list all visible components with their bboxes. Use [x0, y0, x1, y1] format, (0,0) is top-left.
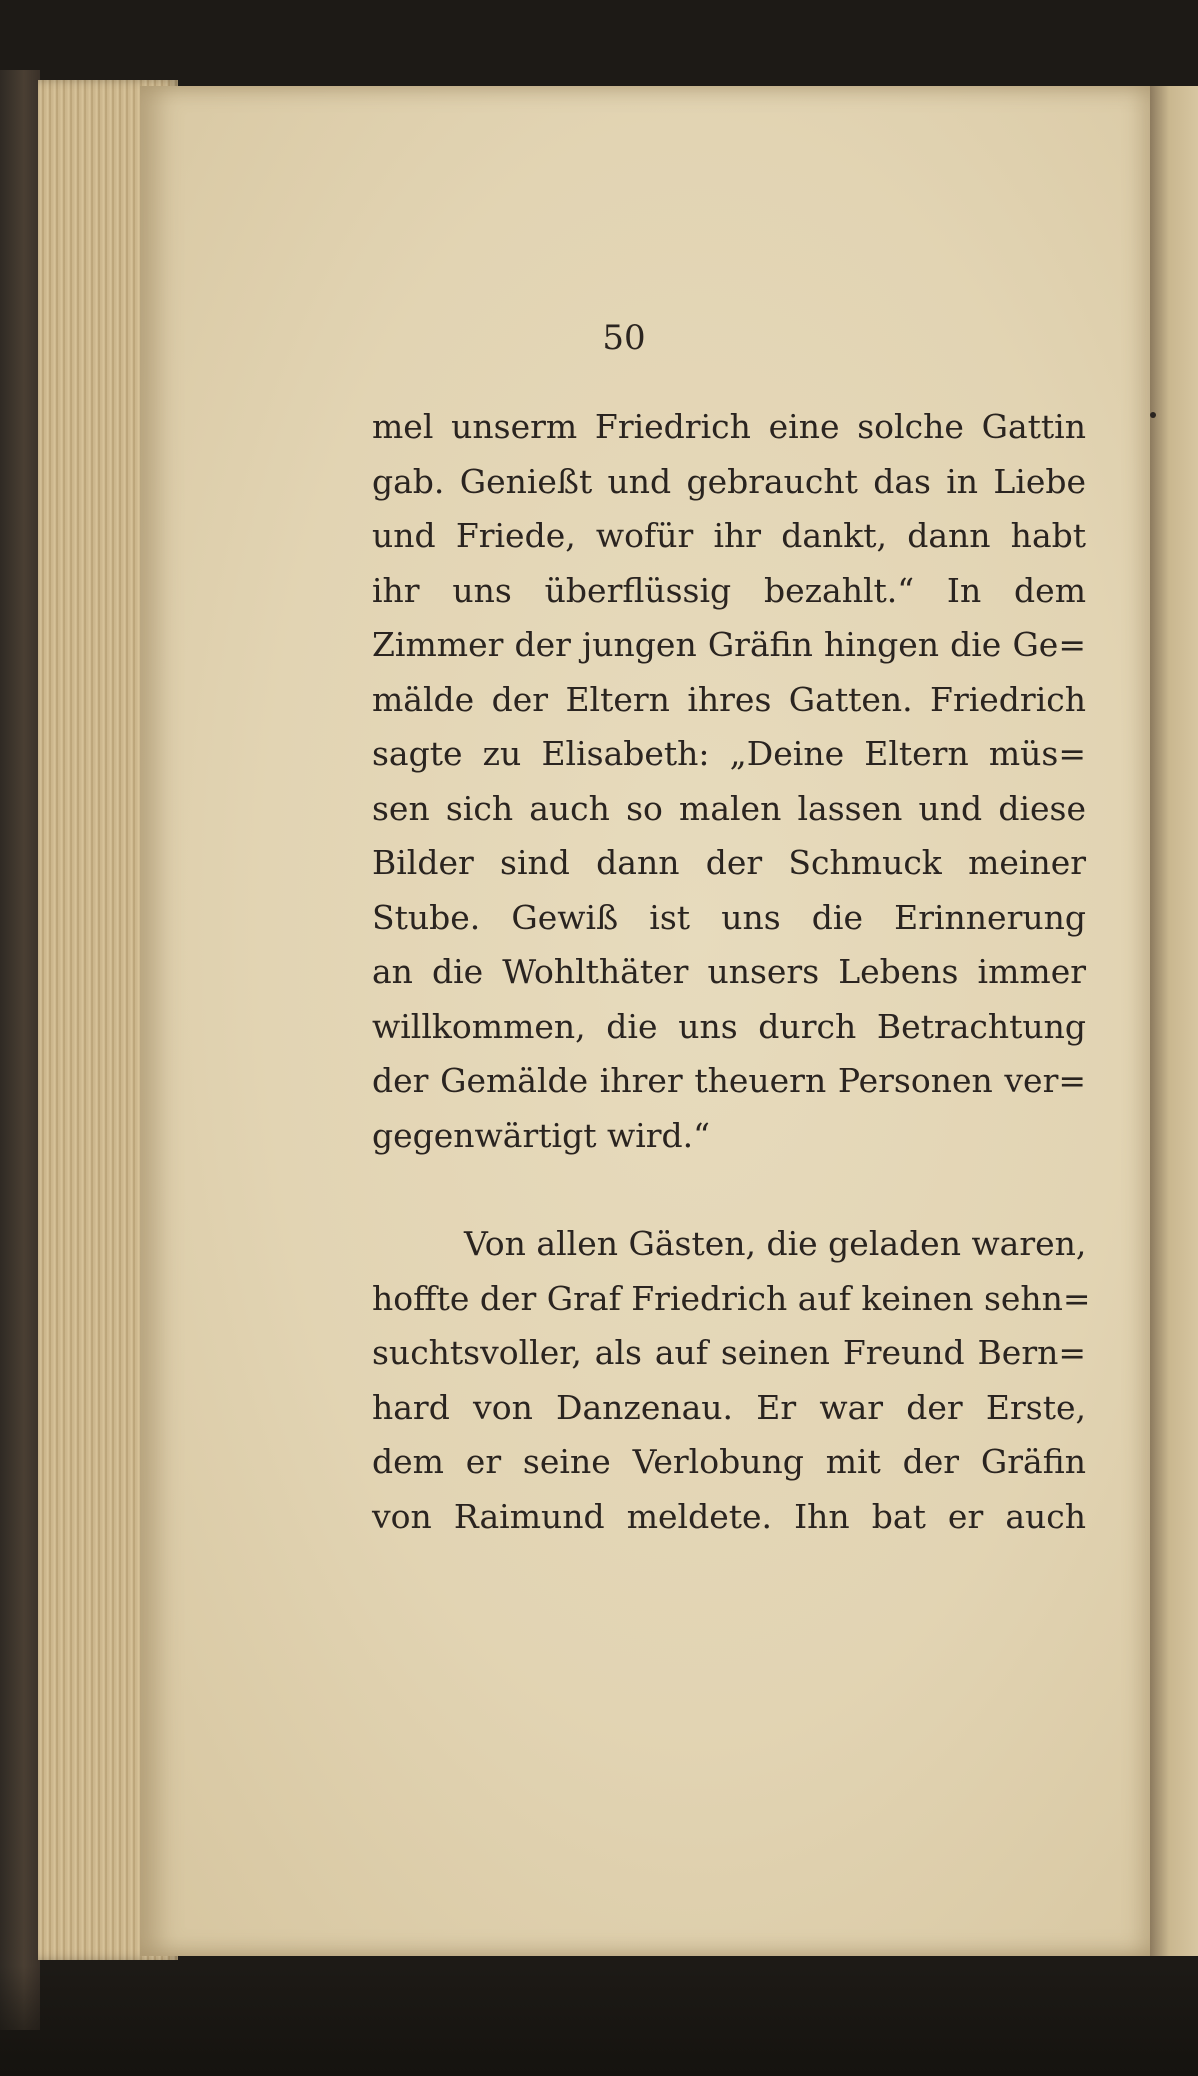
text-line: hoffte der Graf Friedrich auf keinen sehn=: [372, 1278, 1091, 1318]
text-line: Bilder sind dann der Schmuck meiner: [372, 843, 1086, 882]
text-line: willkommen, die uns durch Betrachtung: [372, 1006, 1086, 1046]
text-line: an die Wohlthäter unsers Lebens immer: [372, 952, 1086, 991]
text-line: und Friede, wofür ihr dankt, dann habt: [372, 516, 1086, 555]
paragraph: [372, 400, 1086, 1163]
page-text: [372, 400, 1091, 1544]
text-line: der Gemälde ihrer theuern Personen ver=: [372, 1061, 1086, 1100]
paragraph-gap: [372, 1163, 1086, 1217]
text-line: sen sich auch so malen lassen und diese: [372, 788, 1086, 828]
text-line: mälde der Eltern ihres Gatten. Friedrich: [372, 679, 1086, 719]
text-line: hard von Danzenau. Er war der Erste,: [372, 1387, 1086, 1427]
paragraph: [372, 1217, 1091, 1544]
text-line: Zimmer der jungen Gräfin hingen die Ge=: [372, 625, 1086, 664]
page-number: 50: [602, 318, 646, 358]
text-line: von Raimund meldete. Ihn bat er auch: [372, 1496, 1086, 1536]
book-cover-edge: [0, 70, 40, 2030]
ink-speck: [1150, 412, 1156, 418]
text-line: Stube. Gewiß ist uns die Erinnerung: [372, 897, 1086, 937]
text-line: mel unserm Friedrich eine solche Gattin: [372, 407, 1086, 446]
text-line: sagte zu Elisabeth: „Deine Eltern müs=: [372, 734, 1086, 773]
text-line: Von allen Gästen, die geladen waren,: [464, 1224, 1087, 1263]
text-line: gab. Genießt und gebraucht das in Liebe: [372, 461, 1086, 501]
text-line: gegenwärtigt wird.“: [372, 1115, 711, 1155]
text-line: suchtsvoller, als auf seinen Freund Bern=: [372, 1333, 1086, 1372]
text-line: ihr uns überflüssig bezahlt.“ In dem: [372, 570, 1086, 610]
text-line: dem er seine Verlobung mit der Gräfin: [372, 1442, 1086, 1481]
facing-page-edge: [1150, 86, 1198, 1956]
scan-bottom-shadow: [0, 1966, 1198, 2076]
